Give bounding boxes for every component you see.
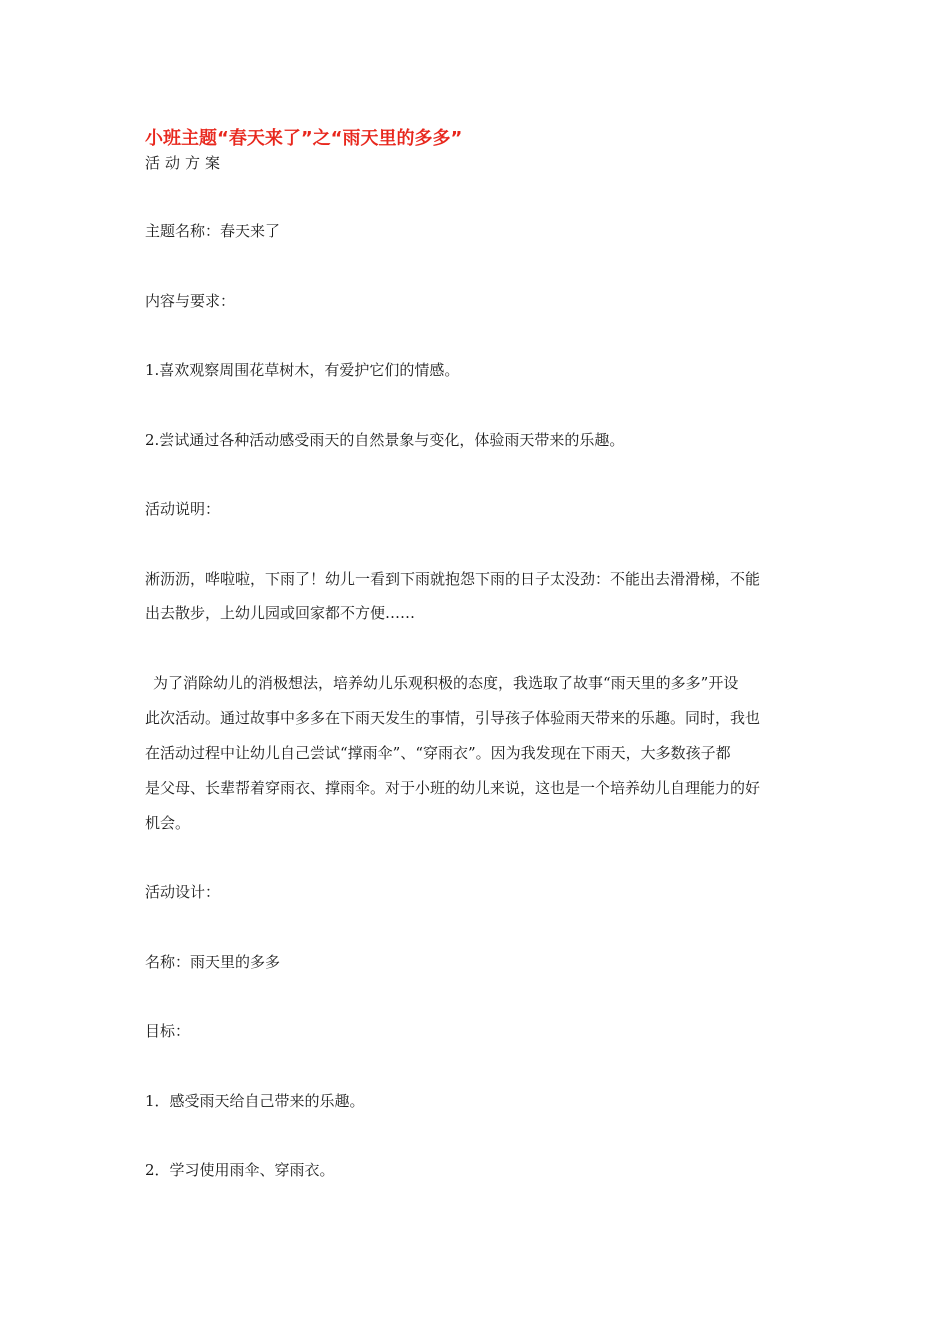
content-heading: 内容与要求： xyxy=(145,292,236,310)
design-name: 名称：雨天里的多多 xyxy=(145,953,281,971)
explanation-p1-line1: 淅沥沥，哗啦啦，下雨了！幼儿一看到下雨就抱怨下雨的日子太没劲：不能出去滑滑梯，不能 xyxy=(145,570,761,588)
explanation-p2-line5: 机会。 xyxy=(145,814,191,832)
theme-name: 主题名称：春天来了 xyxy=(145,222,281,240)
explanation-p2-line2: 此次活动。通过故事中多多在下雨天发生的事情，引导孩子体验雨天带来的乐趣。同时，我也 xyxy=(145,709,761,727)
design-heading: 活动设计： xyxy=(145,883,221,901)
explanation-p2-line3: 在活动过程中让幼儿自己尝试“撑雨伞”、“穿雨衣”。因为我发现在下雨天，大多数孩子都 xyxy=(145,744,731,762)
document-subtitle: 活动方案 xyxy=(145,154,226,172)
explanation-heading: 活动说明： xyxy=(145,500,221,518)
explanation-p2-line4: 是父母、长辈帮着穿雨衣、撑雨伞。对于小班的幼儿来说，这也是一个培养幼儿自理能力的好 xyxy=(145,779,761,797)
document-title: 小班主题“春天来了”之“雨天里的多多” xyxy=(145,128,463,149)
goal-1: 1．感受雨天给自己带来的乐趣。 xyxy=(145,1092,365,1110)
requirement-1: 1.喜欢观察周围花草树木，有爱护它们的情感。 xyxy=(145,361,460,379)
goals-heading: 目标： xyxy=(145,1022,191,1040)
explanation-p2-line1: 为了消除幼儿的消极想法，培养幼儿乐观积极的态度，我选取了故事“雨天里的多多”开设 xyxy=(153,674,739,692)
requirement-2: 2.尝试通过各种活动感受雨天的自然景象与变化，体验雨天带来的乐趣。 xyxy=(145,431,625,449)
goal-2: 2．学习使用雨伞、穿雨衣。 xyxy=(145,1161,335,1179)
explanation-p1-line2: 出去散步，上幼儿园或回家都不方便…… xyxy=(145,604,416,622)
